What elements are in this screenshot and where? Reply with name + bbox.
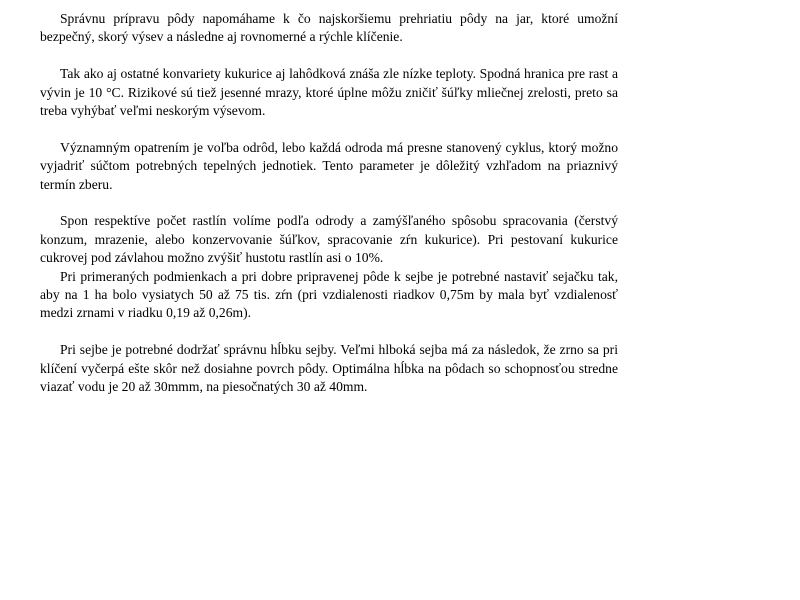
paragraph-temperature: Tak ako aj ostatné konvariety kukurice aj lahôdková znáša zle nízke teploty. Spodná hranica pre rast a vývin je 10 °C. Rizikové sú tiež jesenné mrazy, ktoré úplne môžu zničiť šúľky mliečnej zrelosti, preto sa treba vyhýbať veľmi neskorým výsevom. xyxy=(40,66,618,119)
paragraph-seeder-setting: Pri primeraných podmienkach a pri dobre pripravenej pôde k sejbe je potrebné nastaviť sejačku tak, aby na 1 ha bolo vysiatych 50 až 75 tis. zŕn (pri vzdialenosti riadkov 0,75m by mala byť vzdialenosť medzi zrnami v riadku 0,19 až 0,26m). xyxy=(40,268,618,321)
paragraph-plant-spacing: Spon respektíve počet rastlín volíme podľa odrody a zamýšľaného spôsobu spracovania (čerstvý konzum, mrazenie, alebo konzervovanie šúľkov, spracovanie zŕn kukurice). Pri pestovaní kukurice cukrovej pod závlahou možno zvýšiť hustotu rastlín asi o 10%. xyxy=(40,213,618,266)
document-body xyxy=(40,10,618,396)
paragraph-sowing-depth: Pri sejbe je potrebné dodržať správnu hĺbku sejby. Veľmi hlboká sejba má za následok, že zrno sa pri klíčení vyčerpá ešte skôr než dosiahne povrch pôdy. Optimálna hĺbka na pôdach so schopnosťou stredne viazať vodu je 20 až 30mmm, na piesočnatých 30 až 40mm. xyxy=(40,342,618,395)
paragraph-variety-choice: Významným opatrením je voľba odrôd, lebo každá odroda má presne stanovený cyklus, ktorý možno vyjadriť súčtom potrebných tepelných jednotiek. Tento parameter je dôležitý vzhľadom na priaznivý termín zberu. xyxy=(40,139,618,192)
paragraph-soil-preparation: Správnu prípravu pôdy napomáhame k čo najskoršiemu prehriatiu pôdy na jar, ktoré umožní bezpečný, skorý výsev a následne aj rovnomerné a rýchle klíčenie. xyxy=(40,11,618,45)
